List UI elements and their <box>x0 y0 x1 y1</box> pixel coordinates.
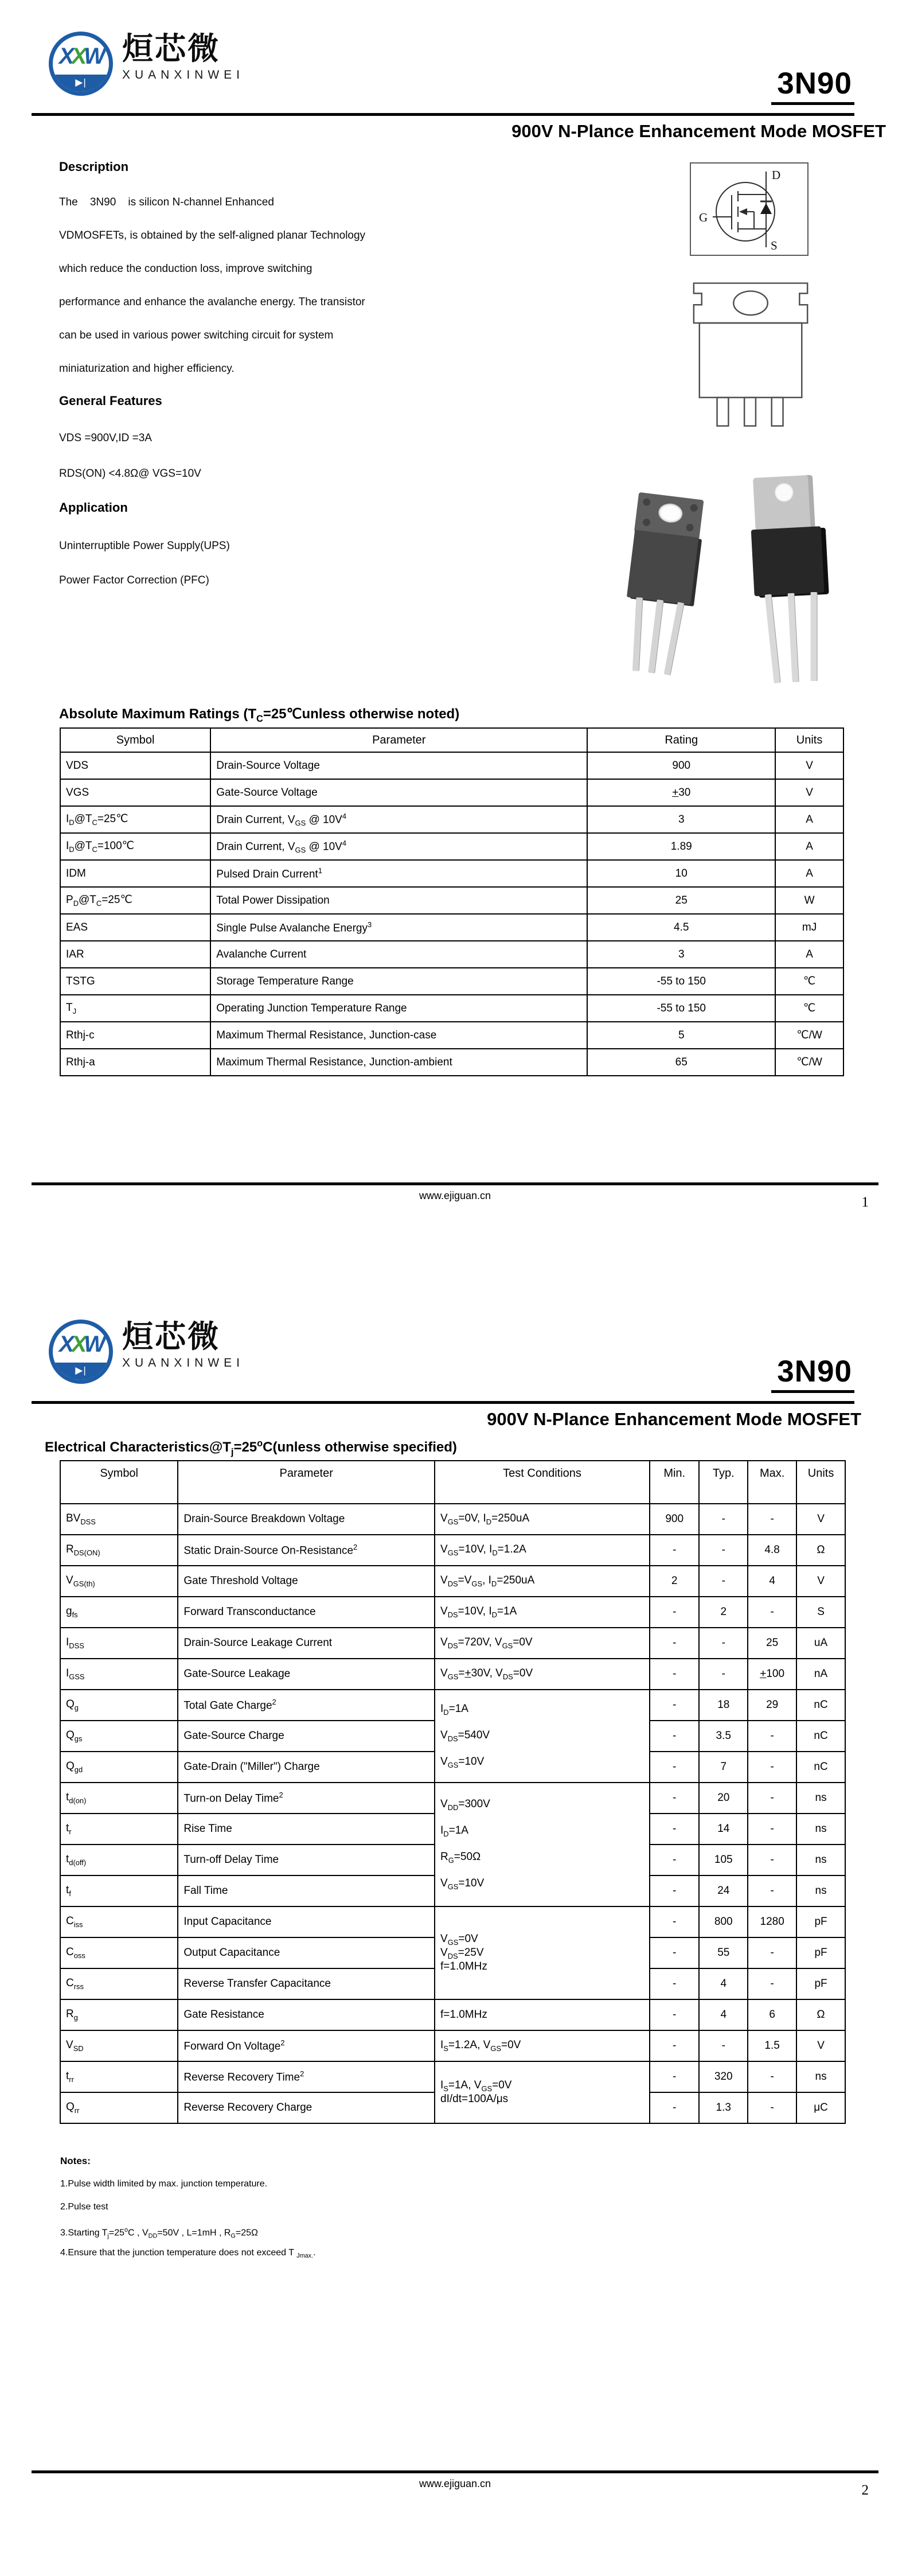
table-cell: Rthj-c <box>60 1022 210 1049</box>
table-cell: ns <box>796 1875 845 1906</box>
note-line: 4.Ensure that the junction temperature does not exceed T $_{Jmax.}$. <box>60 2248 316 2260</box>
table-cell: - <box>650 1752 699 1783</box>
table-cell: $t_r$ <box>60 1814 178 1845</box>
table-cell: - <box>650 1937 699 1968</box>
diode-icon: ▶| <box>75 77 87 88</box>
column-header: Parameter <box>210 728 587 752</box>
company-logo <box>49 32 244 96</box>
table-cell: 4 <box>699 1968 748 1999</box>
table-cell: $V_{DD}=300V$ $I_D=1A$ $R_G=50\Omega$ $V_{GS}=10V$ <box>435 1783 650 1906</box>
table-cell: - <box>650 1690 699 1721</box>
table-cell: $t_f$ <box>60 1875 178 1906</box>
table-cell: $V_{GS}=+30V$, $V_{DS}=0V$ <box>435 1659 650 1690</box>
table-cell: 6 <box>748 1999 796 2030</box>
table-cell: VGS <box>60 779 210 806</box>
table-cell: - <box>748 1783 796 1814</box>
table-cell: A <box>775 806 843 833</box>
table-cell: f=1.0MHz <box>435 1999 650 2030</box>
table-row <box>60 1690 845 1721</box>
footer-rule <box>32 1182 878 1185</box>
table-cell: pF <box>796 1968 845 1999</box>
table-cell: $C_{oss}$ <box>60 1937 178 1968</box>
table-cell: V <box>775 752 843 779</box>
table-cell: uA <box>796 1628 845 1659</box>
table-cell: Forward On Voltage$^2$ <box>178 2030 435 2061</box>
logo-text <box>122 1320 244 1370</box>
table-cell: nC <box>796 1752 845 1783</box>
header-rule <box>32 113 854 116</box>
table-row <box>60 779 843 806</box>
description-line: miniaturization and higher efficiency. <box>59 363 235 375</box>
table-row <box>60 968 843 995</box>
table-cell: Avalanche Current <box>210 941 587 968</box>
table-cell: - <box>748 1814 796 1845</box>
package-photo-to220f <box>618 492 708 677</box>
table-cell: Rthj-a <box>60 1049 210 1076</box>
mosfet-symbol-diagram <box>690 162 809 256</box>
company-logo <box>49 1320 244 1384</box>
table-cell: - <box>650 1875 699 1906</box>
table-cell: $P_D@T_C=25℃$ <box>60 887 210 914</box>
table-cell: 3 <box>587 806 775 833</box>
description-line: The 3N90 is silicon N-channel Enhanced <box>59 196 274 208</box>
table-cell: IDM <box>60 860 210 887</box>
table-cell: - <box>650 1814 699 1845</box>
table-cell: 65 <box>587 1049 775 1076</box>
table-cell: 7 <box>699 1752 748 1783</box>
table-cell: 18 <box>699 1690 748 1721</box>
application-list <box>59 529 230 598</box>
table-cell: $BV_{DSS}$ <box>60 1504 178 1535</box>
package-body <box>627 530 699 605</box>
table-row <box>60 1906 845 1937</box>
table-cell: $C_{rss}$ <box>60 1968 178 1999</box>
table-cell: Static Drain-Source On-Resistance$^2$ <box>178 1535 435 1566</box>
table-cell: 5 <box>587 1022 775 1049</box>
table-cell: Ω <box>796 1535 845 1566</box>
logo-band <box>50 75 111 92</box>
table-cell: - <box>748 2061 796 2092</box>
table-cell: $R_g$ <box>60 1999 178 2030</box>
table-row <box>60 1597 845 1628</box>
footer-website: www.ejiguan.cn <box>419 1190 491 1201</box>
table-row <box>60 1659 845 1690</box>
table-cell: $Q_{gd}$ <box>60 1752 178 1783</box>
page-number: 1 <box>861 1194 869 1210</box>
table-cell: ℃ <box>775 968 843 995</box>
table-cell: $I_S=1.2A$, $V_{GS}=0V$ <box>435 2030 650 2061</box>
note-line: 1.Pulse width limited by max. junction temperature. <box>60 2179 268 2189</box>
table-cell: $V_{DS}=10V$, $I_D=1A$ <box>435 1597 650 1628</box>
table-cell: 2 <box>650 1566 699 1597</box>
application-line: Uninterruptible Power Supply(UPS) <box>59 540 230 552</box>
table-cell: Drain Current, $V_{GS}$ @ $10V^4$ <box>210 833 587 860</box>
notes-list <box>60 2173 316 2264</box>
table-cell: $T_J$ <box>60 995 210 1022</box>
table-cell: $V_{GS}=0V$, $I_D=250uA$ <box>435 1504 650 1535</box>
table-cell: 29 <box>748 1690 796 1721</box>
table-row <box>60 860 843 887</box>
notes-heading: Notes: <box>60 2155 91 2166</box>
description-line: VDMOSFETs, is obtained by the self-aligned planar Technology <box>59 229 366 242</box>
table-cell: - <box>650 1783 699 1814</box>
description-paragraph <box>59 186 365 386</box>
table-row <box>60 1504 845 1535</box>
table-cell: A <box>775 941 843 968</box>
table-row <box>60 1999 845 2030</box>
table-cell: Total Gate Charge$^2$ <box>178 1690 435 1721</box>
source-label: S <box>771 239 778 252</box>
table-cell: Reverse Transfer Capacitance <box>178 1968 435 1999</box>
table-cell: 10 <box>587 860 775 887</box>
table-row <box>60 941 843 968</box>
table-cell: +30 <box>587 779 775 806</box>
table-cell: - <box>650 1968 699 1999</box>
diode-icon: ▶| <box>75 1365 87 1376</box>
logo-monogram: XXW <box>58 44 103 69</box>
table-cell: 4.5 <box>587 914 775 941</box>
table-row <box>60 833 843 860</box>
footer-rule <box>32 2470 878 2473</box>
table-cell: Rise Time <box>178 1814 435 1845</box>
column-header: Test Conditions <box>435 1461 650 1504</box>
table-cell: $Q_{gs}$ <box>60 1721 178 1752</box>
table-cell: Turn-on Delay Time$^2$ <box>178 1783 435 1814</box>
note-line: 2.Pulse test <box>60 2202 108 2212</box>
column-header: Min. <box>650 1461 699 1504</box>
package-photo-to220 <box>748 474 832 656</box>
table-cell: - <box>699 1504 748 1535</box>
footer-website: www.ejiguan.cn <box>419 2478 491 2489</box>
table-cell: - <box>650 1628 699 1659</box>
table-cell: 24 <box>699 1875 748 1906</box>
feature-line: VDS =900V,ID =3A <box>59 432 152 444</box>
table-cell: $I_{GSS}$ <box>60 1659 178 1690</box>
table-cell: - <box>650 1659 699 1690</box>
drain-label: D <box>772 168 781 182</box>
column-header: Units <box>796 1461 845 1504</box>
table-cell: TSTG <box>60 968 210 995</box>
table-cell: - <box>748 1845 796 1875</box>
gate-label: G <box>699 211 708 224</box>
page-title: 900V N-Plance Enhancement Mode MOSFET <box>487 1409 861 1429</box>
table-cell: - <box>650 2030 699 2061</box>
table-cell: Operating Junction Temperature Range <box>210 995 587 1022</box>
table-cell: W <box>775 887 843 914</box>
table-cell: $t_{d(on)}$ <box>60 1783 178 1814</box>
table-cell: 320 <box>699 2061 748 2092</box>
table-cell: $R_{DS(ON)}$ <box>60 1535 178 1566</box>
table-cell: Drain-Source Breakdown Voltage <box>178 1504 435 1535</box>
column-header: Typ. <box>699 1461 748 1504</box>
table-row <box>60 914 843 941</box>
table-cell: Ω <box>796 1999 845 2030</box>
table-cell: $V_{GS}=10V$, $I_D=1.2A$ <box>435 1535 650 1566</box>
table-cell: - <box>748 1721 796 1752</box>
table-cell: 25 <box>748 1628 796 1659</box>
table-cell: $V_{DS}=720V$, $V_{GS}=0V$ <box>435 1628 650 1659</box>
table-cell: 900 <box>587 752 775 779</box>
table-cell: - <box>748 2092 796 2123</box>
table-cell: V <box>775 779 843 806</box>
table-cell: 1.3 <box>699 2092 748 2123</box>
general-features-heading: General Features <box>59 394 162 408</box>
table-cell: 4 <box>748 1566 796 1597</box>
table-row <box>60 1566 845 1597</box>
table-cell: - <box>748 1937 796 1968</box>
table-cell: Gate-Source Leakage <box>178 1659 435 1690</box>
table-cell: 1.5 <box>748 2030 796 2061</box>
table-cell: 55 <box>699 1937 748 1968</box>
table-cell: $V_{DS}=V_{GS}$, $I_D=250uA$ <box>435 1566 650 1597</box>
table-cell: - <box>748 1504 796 1535</box>
table-cell: Turn-off Delay Time <box>178 1845 435 1875</box>
table-cell: Reverse Recovery Charge <box>178 2092 435 2123</box>
table-cell: - <box>699 1659 748 1690</box>
table-cell: 25 <box>587 887 775 914</box>
table-cell: - <box>748 1875 796 1906</box>
logo-circle-icon <box>49 1320 113 1384</box>
table-cell: - <box>650 1597 699 1628</box>
table-cell: - <box>699 1628 748 1659</box>
logo-cn-name: 烜芯微 <box>122 1318 220 1355</box>
package-lead <box>765 594 780 683</box>
logo-circle-icon <box>49 32 113 96</box>
package-lead <box>632 597 643 671</box>
table-cell: +100 <box>748 1659 796 1690</box>
table-row <box>60 752 843 779</box>
part-number: 3N90 <box>771 67 854 105</box>
table-cell: Forward Transconductance <box>178 1597 435 1628</box>
table-row <box>60 806 843 833</box>
table-cell: A <box>775 833 843 860</box>
description-line: which reduce the conduction loss, improve switching <box>59 263 313 275</box>
electrical-characteristics-heading: Electrical $Characteristics@T_j=25^oC(unless$ otherwise specified) <box>45 1438 457 1457</box>
table-cell: $Q_g$ <box>60 1690 178 1721</box>
table-cell: Output Capacitance <box>178 1937 435 1968</box>
table-cell: ℃/W <box>775 1022 843 1049</box>
column-header: Units <box>775 728 843 752</box>
table-cell: 20 <box>699 1783 748 1814</box>
table-cell: 1.89 <box>587 833 775 860</box>
table-cell: Single Pulse Avalanche Energy$^3$ <box>210 914 587 941</box>
part-number: 3N90 <box>771 1355 854 1393</box>
table-cell: - <box>699 2030 748 2061</box>
table-cell: Gate Resistance <box>178 1999 435 2030</box>
description-heading: Description <box>59 159 129 174</box>
table-cell: pF <box>796 1937 845 1968</box>
logo-en-name: XUANXINWEI <box>122 1356 245 1369</box>
package-lead <box>664 602 684 675</box>
column-header: Max. <box>748 1461 796 1504</box>
table-cell: Maximum Thermal Resistance, Junction-case <box>210 1022 587 1049</box>
table-cell: Reverse Recovery Time$^2$ <box>178 2061 435 2092</box>
table-cell: - <box>650 1845 699 1875</box>
table-cell: 4.8 <box>748 1535 796 1566</box>
page-number: 2 <box>861 2482 869 2498</box>
logo-cn-name: 烜芯微 <box>122 30 220 67</box>
electrical-characteristics-table <box>60 1460 846 2124</box>
table-cell: $t_{d(off)}$ <box>60 1845 178 1875</box>
package-photos <box>622 476 886 680</box>
table-cell: Drain-Source Leakage Current <box>178 1628 435 1659</box>
table-header-row <box>60 728 843 752</box>
table-cell: - <box>650 1535 699 1566</box>
table-cell: $I_D=1A$ $V_{DS}=540V$ $V_{GS}=10V$ <box>435 1690 650 1783</box>
table-cell: - <box>748 1752 796 1783</box>
table-cell: - <box>650 1906 699 1937</box>
note-line: 3.Starting $T_j=25^oC$ , $V_{DD}=50V$ , L=1mH , $R_G=25\Omega$ <box>60 2227 258 2240</box>
table-row <box>60 1535 845 1566</box>
table-cell: $I_D@T_C=100℃$ <box>60 833 210 860</box>
table-cell: ns <box>796 1814 845 1845</box>
mosfet-symbol-icon <box>691 164 807 255</box>
package-lead <box>788 593 799 682</box>
page-title: 900V N-Plance Enhancement Mode MOSFET <box>511 121 886 141</box>
column-header: Parameter <box>178 1461 435 1504</box>
logo-band <box>50 1363 111 1380</box>
package-lead <box>811 592 817 681</box>
to220-package-outline-drawing <box>685 277 819 431</box>
table-cell: nC <box>796 1690 845 1721</box>
table-cell: - <box>650 1999 699 2030</box>
table-cell: 4 <box>699 1999 748 2030</box>
column-header: Symbol <box>60 728 210 752</box>
table-cell: pF <box>796 1906 845 1937</box>
table-cell: Maximum Thermal Resistance, Junction-ambient <box>210 1049 587 1076</box>
table-row <box>60 1049 843 1076</box>
application-line: Power Factor Correction (PFC) <box>59 574 209 586</box>
table-cell: V <box>796 2030 845 2061</box>
table-cell: Gate Threshold Voltage <box>178 1566 435 1597</box>
application-heading: Application <box>59 500 128 515</box>
table-cell: Gate-Drain ("Miller") Charge <box>178 1752 435 1783</box>
table-cell: IAR <box>60 941 210 968</box>
table-cell: Gate-Source Charge <box>178 1721 435 1752</box>
table-cell: $Q_{rr}$ <box>60 2092 178 2123</box>
table-cell: S <box>796 1597 845 1628</box>
table-cell: 1280 <box>748 1906 796 1937</box>
to220-outline-icon <box>685 277 819 431</box>
table-cell: 14 <box>699 1814 748 1845</box>
table-header-row <box>60 1461 845 1504</box>
description-line: performance and enhance the avalanche energy. The transistor <box>59 296 365 308</box>
table-cell: ns <box>796 1783 845 1814</box>
table-cell: mJ <box>775 914 843 941</box>
table-cell: ℃/W <box>775 1049 843 1076</box>
table-cell: ℃ <box>775 995 843 1022</box>
table-cell: EAS <box>60 914 210 941</box>
logo-en-name: XUANXINWEI <box>122 68 245 81</box>
table-cell: -55 to 150 <box>587 995 775 1022</box>
table-cell: $C_{iss}$ <box>60 1906 178 1937</box>
table-cell: - <box>650 1721 699 1752</box>
table-cell: 3 <box>587 941 775 968</box>
table-cell: $g_{fs}$ <box>60 1597 178 1628</box>
table-cell: - <box>699 1566 748 1597</box>
table-cell: $I_{DSS}$ <box>60 1628 178 1659</box>
logo-text <box>122 32 244 82</box>
table-cell: - <box>748 1597 796 1628</box>
table-cell: 900 <box>650 1504 699 1535</box>
table-cell: $V_{GS(th)}$ <box>60 1566 178 1597</box>
table-cell: μC <box>796 2092 845 2123</box>
table-row <box>60 2061 845 2092</box>
table-cell: -55 to 150 <box>587 968 775 995</box>
table-cell: 800 <box>699 1906 748 1937</box>
table-cell: Pulsed Drain Current$^1$ <box>210 860 587 887</box>
package-body <box>751 526 825 596</box>
table-row <box>60 887 843 914</box>
package-lead <box>648 600 663 673</box>
table-cell: V <box>796 1504 845 1535</box>
table-cell: nC <box>796 1721 845 1752</box>
table-cell: ns <box>796 2061 845 2092</box>
table-row <box>60 2030 845 2061</box>
table-row <box>60 1022 843 1049</box>
absolute-maximum-ratings-table <box>60 727 844 1076</box>
table-cell: 3.5 <box>699 1721 748 1752</box>
table-cell: A <box>775 860 843 887</box>
table-cell: Gate-Source Voltage <box>210 779 587 806</box>
table-cell: $V_{GS}=0V$ $V_{DS}=25V$ f=1.0MHz <box>435 1906 650 1999</box>
table-cell: ns <box>796 1845 845 1875</box>
table-cell: VDS <box>60 752 210 779</box>
absolute-maximum-ratings-heading: Absolute Maximum Ratings ($T_C=25℃unless$ otherwise noted) <box>59 706 460 724</box>
table-cell: - <box>748 1968 796 1999</box>
table-cell: Total Power Dissipation <box>210 887 587 914</box>
table-cell: nA <box>796 1659 845 1690</box>
table-cell: $I_S=1A$, $V_{GS}=0V$ dI/dt=100A/μs <box>435 2061 650 2123</box>
table-cell: $t_{rr}$ <box>60 2061 178 2092</box>
table-cell: - <box>650 2092 699 2123</box>
table-cell: $V_{SD}$ <box>60 2030 178 2061</box>
table-cell: Drain Current, $V_{GS}$ @ $10V^4$ <box>210 806 587 833</box>
table-cell: Drain-Source Voltage <box>210 752 587 779</box>
table-cell: 2 <box>699 1597 748 1628</box>
column-header: Symbol <box>60 1461 178 1504</box>
table-cell: Input Capacitance <box>178 1906 435 1937</box>
table-cell: 105 <box>699 1845 748 1875</box>
table-cell: $I_D@T_C=25℃$ <box>60 806 210 833</box>
table-row <box>60 995 843 1022</box>
column-header: Rating <box>587 728 775 752</box>
table-cell: - <box>650 2061 699 2092</box>
feature-line: RDS(ON) <4.8Ω@ VGS=10V <box>59 468 201 480</box>
table-cell: - <box>699 1535 748 1566</box>
table-row <box>60 1783 845 1814</box>
datasheet-page-2 <box>0 1288 910 2576</box>
description-line: can be used in various power switching circuit for system <box>59 329 334 341</box>
table-row <box>60 1628 845 1659</box>
general-features-list <box>59 421 201 492</box>
table-cell: Fall Time <box>178 1875 435 1906</box>
header-rule <box>32 1401 854 1404</box>
table-cell: Storage Temperature Range <box>210 968 587 995</box>
table-cell: V <box>796 1566 845 1597</box>
logo-monogram: XXW <box>58 1332 103 1357</box>
